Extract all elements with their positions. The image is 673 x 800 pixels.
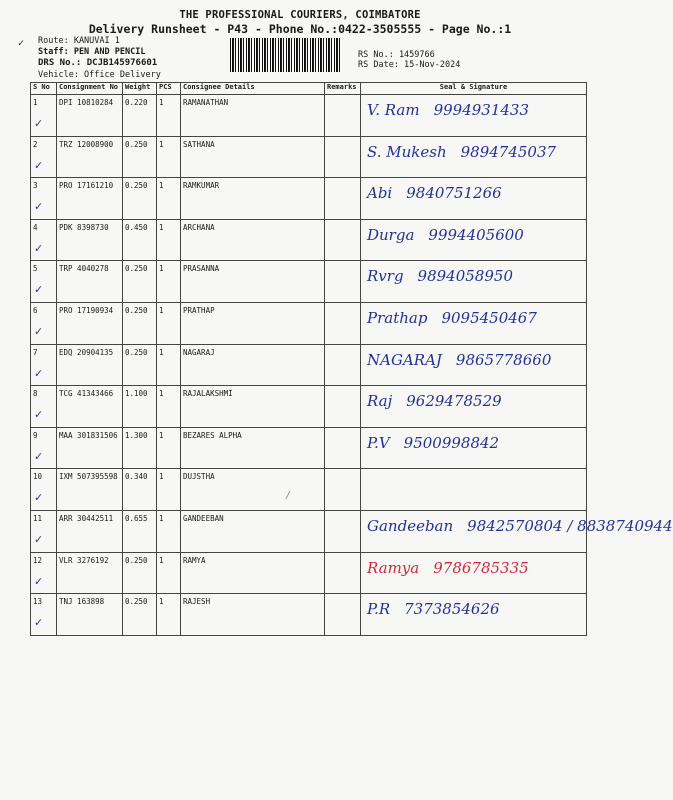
cell-consignment — [57, 552, 123, 594]
table-row — [31, 469, 587, 511]
cell-consignee-text: BEZARES ALPHA — [183, 430, 242, 440]
handwritten-signature — [367, 226, 524, 244]
signature-phone: 9894745037 — [460, 142, 557, 161]
cell-remarks — [325, 178, 361, 220]
cell-pcs — [157, 95, 181, 137]
cell-weight — [123, 552, 157, 594]
cell-remarks — [325, 219, 361, 261]
signature-name: NAGARAJ — [367, 350, 442, 369]
cell-sno — [31, 469, 57, 511]
cell-pcs — [157, 136, 181, 178]
signature-name: Raj — [367, 392, 393, 411]
cell-weight-text: 1.100 — [125, 389, 148, 399]
stray-pen-mark: / — [285, 490, 292, 501]
cell-pcs-text: 1 — [159, 264, 164, 274]
runsheet-table — [30, 82, 673, 636]
cell-signature — [361, 302, 587, 344]
cell-signature — [361, 469, 587, 511]
table-row — [31, 510, 587, 552]
handwritten-signature — [367, 475, 381, 493]
cell-consignee — [181, 510, 325, 552]
cell-weight — [123, 178, 157, 220]
signature-phone: 9865778660 — [455, 350, 552, 369]
table-header-row — [31, 83, 587, 95]
route-label: Route: KANUVAI 1 — [38, 36, 120, 46]
cell-signature — [361, 95, 587, 137]
table-row — [31, 594, 587, 636]
cell-sno-text: 4 — [33, 222, 38, 232]
cell-sno — [31, 552, 57, 594]
handwritten-signature — [367, 309, 537, 327]
checkmark-icon: ✓ — [34, 408, 44, 422]
table-row — [31, 219, 587, 261]
cell-signature — [361, 386, 587, 428]
cell-consignee-text: RAMANATHAN — [183, 98, 229, 107]
cell-sno-text: 6 — [33, 305, 38, 315]
checkmark-icon: ✓ — [34, 366, 44, 380]
cell-consignment-text: PRO 17190934 — [59, 305, 114, 315]
cell-sno — [31, 136, 57, 178]
cell-consignee-text: RAMYA — [183, 555, 206, 565]
cell-consignment-text: MAA 301831506 — [59, 430, 118, 440]
cell-pcs — [157, 219, 181, 261]
cell-consignee-text: RAJESH — [183, 597, 211, 607]
signature-phone: 9894058950 — [417, 267, 513, 286]
checkmark-icon: ✓ — [34, 491, 44, 505]
cell-sno-text: 2 — [33, 139, 38, 149]
cell-weight-text: 0.250 — [125, 181, 148, 191]
cell-consignment — [57, 302, 123, 344]
cell-remarks — [325, 469, 361, 511]
cell-pcs-text: 1 — [159, 98, 164, 107]
cell-consignment — [57, 219, 123, 261]
table-row — [31, 178, 587, 220]
cell-signature — [361, 427, 587, 469]
cell-consignment-text: IXM 507395598 — [59, 472, 118, 482]
cell-weight — [123, 95, 157, 137]
cell-weight — [123, 469, 157, 511]
table-row — [31, 344, 587, 386]
checkmark-icon: ✓ — [34, 117, 44, 130]
signature-name: P.R — [367, 600, 391, 619]
rs-date: RS Date: 15-Nov-2024 — [358, 60, 461, 70]
signature-name: Ramya — [367, 558, 420, 577]
cell-pcs-text: 1 — [159, 513, 164, 523]
col-header-signature: Seal & Signature — [361, 83, 587, 95]
cell-pcs — [157, 261, 181, 303]
table-row — [31, 136, 587, 178]
col-header-remarks: Remarks — [325, 83, 361, 95]
cell-sno-text: 8 — [33, 389, 38, 399]
cell-consignment-text: TRP 4040278 — [59, 264, 109, 274]
cell-pcs-text: 1 — [159, 430, 164, 440]
cell-pcs-text: 1 — [159, 305, 164, 315]
cell-consignee — [181, 427, 325, 469]
cell-consignment-text: TCG 41343466 — [59, 389, 114, 399]
cell-weight-text: 0.340 — [125, 472, 148, 482]
cell-consignee-text: PRASANNA — [183, 264, 220, 274]
barcode-icon — [230, 38, 340, 72]
cell-consignee — [181, 469, 325, 511]
cell-weight-text: 0.450 — [125, 222, 148, 232]
cell-signature — [361, 510, 673, 552]
cell-remarks — [325, 552, 361, 594]
cell-consignment-text: TNJ 163898 — [59, 597, 105, 607]
handwritten-signature — [367, 101, 529, 119]
cell-consignment-text: ARR 30442511 — [59, 513, 114, 523]
signature-phone: 9842570804 / 8838740944 — [467, 516, 673, 535]
cell-consignee-text: RAMKUMAR — [183, 181, 220, 191]
cell-pcs-text: 1 — [159, 139, 164, 149]
cell-consignee — [181, 261, 325, 303]
cell-consignment — [57, 136, 123, 178]
cell-consignment-text: VLR 3276192 — [59, 555, 109, 565]
cell-consignment — [57, 427, 123, 469]
company-title: THE PROFESSIONAL COURIERS, COIMBATORE — [179, 9, 421, 21]
cell-pcs-text: 1 — [159, 347, 164, 357]
cell-pcs — [157, 510, 181, 552]
cell-consignment — [57, 386, 123, 428]
cell-weight-text: 0.250 — [125, 305, 148, 315]
cell-pcs-text: 1 — [159, 472, 164, 482]
cell-pcs-text: 1 — [159, 181, 164, 191]
cell-consignee — [181, 178, 325, 220]
cell-remarks — [325, 95, 361, 137]
handwritten-signature — [367, 392, 502, 410]
cell-weight — [123, 219, 157, 261]
cell-consignee — [181, 95, 325, 137]
cell-pcs — [157, 302, 181, 344]
table-row — [31, 552, 587, 594]
cell-pcs — [157, 594, 181, 636]
cell-remarks — [325, 344, 361, 386]
signature-name: S. Mukesh — [367, 142, 447, 161]
runsheet-subtitle: Delivery Runsheet - P43 - Phone No.:0422-3505555 - Page No.:1 — [88, 22, 512, 36]
signature-phone: 9994931433 — [433, 101, 529, 119]
checkmark-icon: ✓ — [34, 200, 44, 214]
cell-sno — [31, 594, 57, 636]
cell-consignment — [57, 178, 123, 220]
cell-weight-text: 0.250 — [125, 555, 148, 565]
cell-sno — [31, 178, 57, 220]
cell-weight-text: 0.250 — [125, 347, 148, 357]
cell-weight-text: 0.655 — [125, 513, 148, 523]
cell-remarks — [325, 594, 361, 636]
cell-weight — [123, 427, 157, 469]
vehicle-label: Vehicle: Office Delivery — [38, 70, 161, 80]
cell-signature — [361, 344, 587, 386]
signature-phone: 7373854626 — [404, 600, 500, 619]
cell-signature — [361, 178, 587, 220]
cell-signature — [361, 594, 587, 636]
tick-mark: ✓ — [18, 38, 25, 49]
cell-pcs-text: 1 — [159, 389, 164, 399]
cell-consignment-text: EDQ 20904135 — [59, 347, 114, 357]
table-row — [31, 95, 587, 137]
cell-sno-text: 12 — [33, 555, 43, 565]
cell-consignment — [57, 469, 123, 511]
cell-remarks — [325, 510, 361, 552]
cell-consignment-text: PDK 8398730 — [59, 222, 109, 232]
checkmark-icon: ✓ — [34, 324, 44, 338]
staff-label: Staff: PEN AND PENCIL — [38, 46, 146, 57]
cell-remarks — [325, 302, 361, 344]
cell-pcs — [157, 344, 181, 386]
cell-pcs-text: 1 — [159, 597, 164, 607]
cell-sno — [31, 219, 57, 261]
cell-consignee-text: GANDEEBAN — [183, 513, 224, 523]
cell-pcs — [157, 469, 181, 511]
cell-sno-text: 13 — [33, 597, 43, 607]
rs-number: RS No.: 1459766 — [358, 50, 435, 60]
cell-sno — [31, 261, 57, 303]
cell-sno — [31, 427, 57, 469]
cell-sno — [31, 95, 57, 137]
cell-weight — [123, 344, 157, 386]
table-row — [31, 302, 587, 344]
cell-sno — [31, 302, 57, 344]
cell-pcs — [157, 386, 181, 428]
handwritten-signature — [367, 559, 529, 577]
cell-consignee-text: DUJSTHA — [183, 472, 215, 482]
signature-name: Rvrg — [367, 267, 404, 286]
col-header-weight: Weight — [123, 83, 157, 95]
cell-consignee-text: RAJALAKSHMI — [183, 389, 233, 399]
cell-pcs — [157, 427, 181, 469]
cell-consignment-text: PRO 17161210 — [59, 181, 114, 191]
cell-consignee-text: SATHANA — [183, 139, 215, 149]
cell-consignee — [181, 344, 325, 386]
cell-sno-text: 5 — [33, 264, 38, 274]
signature-phone: 9994405600 — [428, 225, 524, 244]
table-row — [31, 261, 587, 303]
checkmark-icon: ✓ — [34, 532, 44, 546]
cell-sno-text: 1 — [33, 98, 38, 107]
handwritten-signature — [367, 267, 513, 285]
cell-weight — [123, 261, 157, 303]
cell-weight-text: 0.250 — [125, 139, 148, 149]
cell-consignment — [57, 261, 123, 303]
cell-pcs-text: 1 — [159, 555, 164, 565]
cell-signature — [361, 261, 587, 303]
signature-name: P.V — [367, 433, 390, 452]
cell-pcs-text: 1 — [159, 222, 164, 232]
cell-consignment — [57, 510, 123, 552]
signature-phone: 9629478529 — [406, 392, 502, 411]
cell-sno — [31, 510, 57, 552]
cell-signature — [361, 219, 587, 261]
signature-phone: 9786785335 — [433, 558, 529, 577]
cell-consignment-text: DPI 10810284 — [59, 98, 114, 107]
cell-sno-text: 3 — [33, 181, 38, 191]
cell-sno — [31, 344, 57, 386]
cell-signature — [361, 136, 587, 178]
route-staff-block — [38, 36, 145, 57]
signature-phone: 9840751266 — [406, 184, 502, 203]
checkmark-icon: ✓ — [34, 158, 44, 172]
cell-sno-text: 7 — [33, 347, 38, 357]
col-header-sno: S No — [31, 83, 57, 95]
signature-name: Durga — [367, 225, 415, 244]
handwritten-signature — [367, 184, 502, 202]
cell-sno-text: 11 — [33, 513, 43, 523]
cell-weight-text: 1.300 — [125, 430, 148, 440]
handwritten-signature — [367, 143, 556, 161]
cell-consignee — [181, 136, 325, 178]
checkmark-icon: ✓ — [34, 616, 44, 630]
cell-consignment — [57, 344, 123, 386]
cell-weight — [123, 594, 157, 636]
rs-info-block — [358, 50, 460, 70]
cell-remarks — [325, 386, 361, 428]
cell-pcs — [157, 178, 181, 220]
cell-remarks — [325, 261, 361, 303]
cell-consignment — [57, 95, 123, 137]
col-header-pcs: PCS — [157, 83, 181, 95]
col-header-consignment: Consignment No — [57, 83, 123, 95]
handwritten-signature — [367, 517, 673, 535]
cell-sno — [31, 386, 57, 428]
table-row — [31, 386, 587, 428]
signature-phone: 9500998842 — [403, 433, 500, 452]
col-header-consignee: Consignee Details — [181, 83, 325, 95]
drs-number: DRS No.: DCJB145976601 — [38, 58, 158, 68]
checkmark-icon: ✓ — [34, 574, 44, 588]
cell-consignee-text: NAGARAJ — [183, 347, 215, 357]
cell-weight — [123, 302, 157, 344]
checkmark-icon: ✓ — [34, 241, 44, 255]
signature-name: V. Ram — [367, 101, 420, 119]
cell-consignment-text: TRZ 12008900 — [59, 139, 114, 149]
cell-weight — [123, 510, 157, 552]
signature-phone: 9095450467 — [441, 308, 537, 327]
checkmark-icon: ✓ — [34, 449, 44, 463]
handwritten-signature — [367, 600, 500, 618]
cell-consignee-text: ARCHANA — [183, 222, 215, 232]
signature-name: Gandeeban — [367, 516, 454, 535]
cell-consignee — [181, 552, 325, 594]
cell-consignee — [181, 386, 325, 428]
cell-weight — [123, 136, 157, 178]
cell-weight-text: 0.220 — [125, 98, 148, 107]
cell-weight — [123, 386, 157, 428]
cell-sno-text: 10 — [33, 472, 43, 482]
checkmark-icon: ✓ — [34, 283, 44, 297]
cell-weight-text: 0.250 — [125, 597, 148, 607]
cell-consignee — [181, 594, 325, 636]
signature-name: Prathap — [367, 308, 428, 327]
cell-pcs — [157, 552, 181, 594]
handwritten-signature — [367, 434, 499, 452]
handwritten-signature — [367, 351, 551, 369]
cell-sno-text: 9 — [33, 430, 38, 440]
cell-consignee — [181, 219, 325, 261]
cell-consignment — [57, 594, 123, 636]
cell-remarks — [325, 136, 361, 178]
cell-weight-text: 0.250 — [125, 264, 148, 274]
table-row — [31, 427, 587, 469]
cell-consignee — [181, 302, 325, 344]
cell-remarks — [325, 427, 361, 469]
cell-signature — [361, 552, 587, 594]
cell-consignee-text: PRATHAP — [183, 305, 215, 315]
signature-name: Abi — [367, 184, 393, 203]
